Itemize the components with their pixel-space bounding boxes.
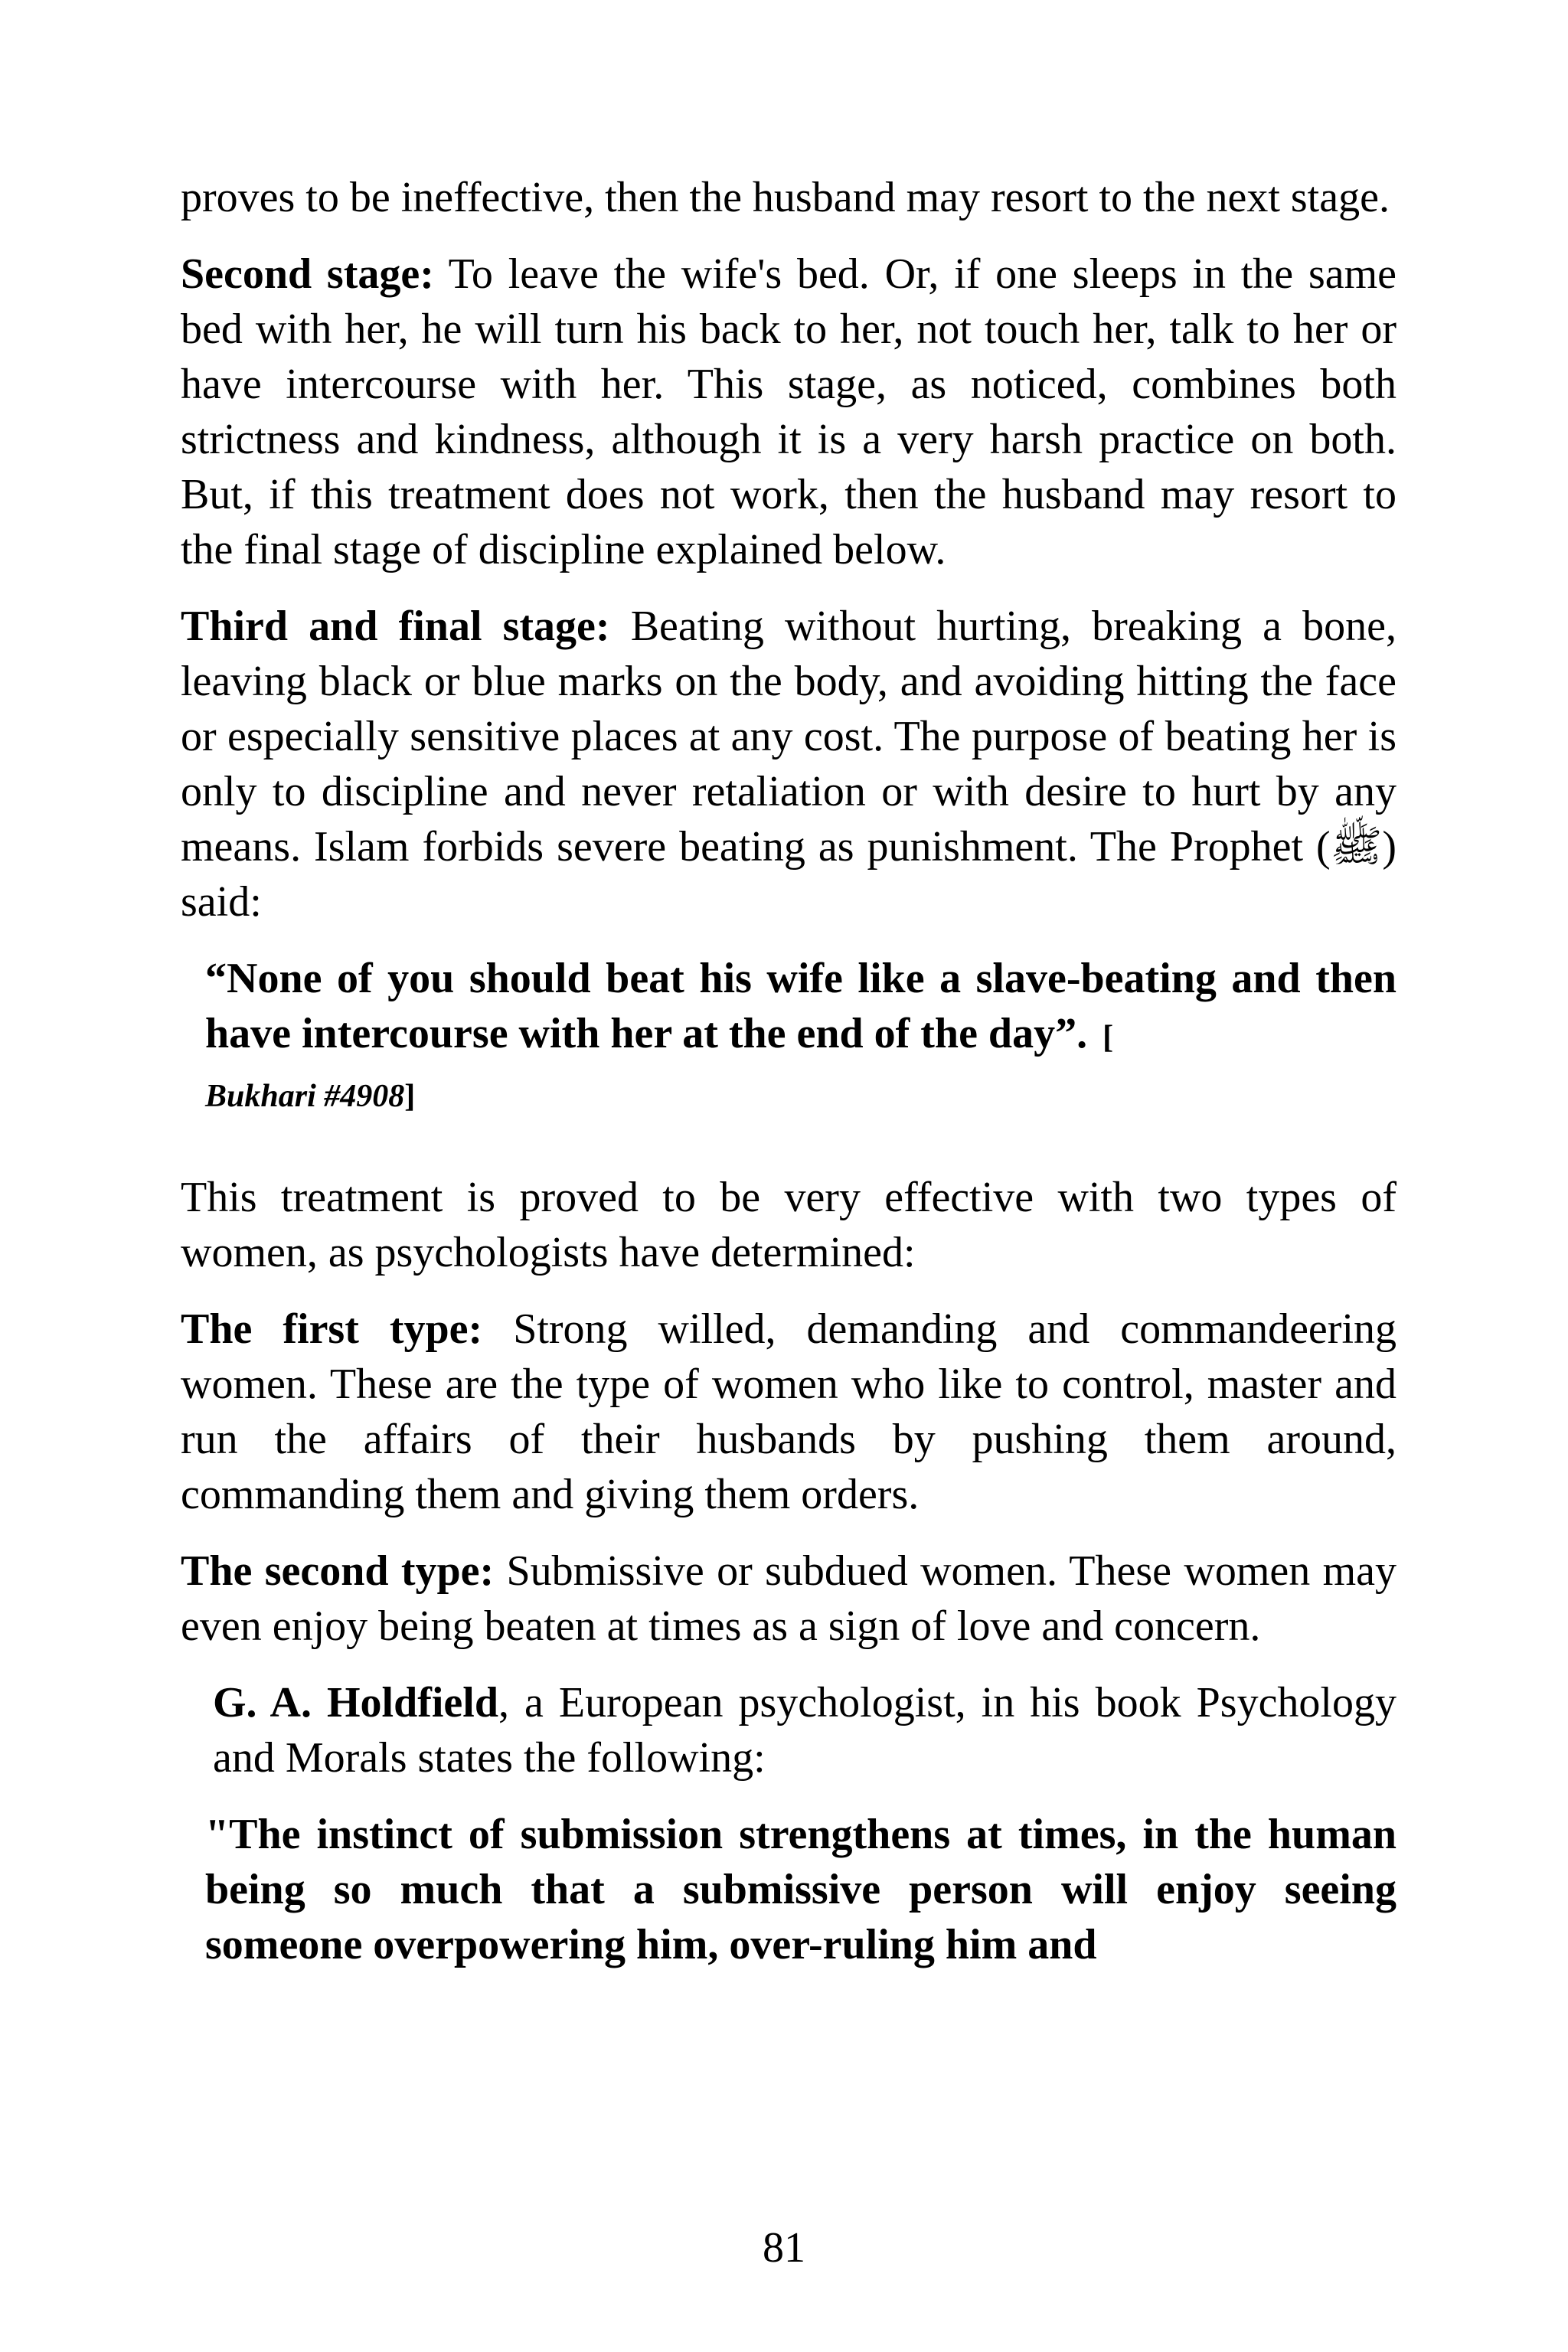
- second-stage-text: To leave the wife's bed. Or, if one sleeps in the same bed with her, he will turn his back to her, not touch her, talk to her or have intercourse with her. This stage, as noticed, combines both strictness and kindness, although it is a very harsh practice on both. But, if this treatment does not work, then the husband may resort to the final stage of discipline explained below.: [181, 250, 1397, 573]
- first-type-text: Strong willed, demanding and commandeering women. These are the type of women who like to control, master and run the affairs of their husbands by pushing them around, commanding them and giving them orders.: [181, 1305, 1396, 1518]
- hadith-quote-text: “None of you should beat his wife like a slave-beating and then have intercourse with her at the end of the day”.: [205, 955, 1396, 1057]
- paragraph-two-types: This treatment is proved to be very effective with two types of women, as psychologists have determined:: [181, 1174, 1396, 1276]
- paragraph-third-stage: [181, 599, 1396, 929]
- paragraph-first-type: [181, 1302, 1396, 1522]
- paragraph-continuation: proves to be ineffective, then the husband may resort to the next stage.: [181, 174, 1390, 221]
- page-number: 81: [763, 2224, 805, 2272]
- psychology-quote: "The instinct of submission strengthens at times, in the human being so much that a submissive person will enjoy seeing someone overpowering him, over-ruling him and: [205, 1811, 1396, 1968]
- page-body: [181, 170, 1396, 1972]
- citation-source: Bukhari #4908: [205, 1079, 405, 1114]
- first-type-heading: The first type:: [181, 1305, 483, 1353]
- paragraph-holdfield: [181, 1675, 1396, 1785]
- second-type-text: Submissive or subdued women. These women may even enjoy being beaten at times as a sign of love and concern.: [181, 1547, 1396, 1650]
- author-name: G. A. Holdfield: [213, 1679, 498, 1726]
- second-type-heading: The second type:: [181, 1547, 495, 1595]
- citation-bracket-close: ]: [404, 1079, 416, 1114]
- paragraph-second-stage: [181, 247, 1396, 577]
- holdfield-text: , a European psychologist, in his book Psychology and Morals states the following:: [213, 1679, 1396, 1782]
- third-stage-heading: Third and final stage:: [181, 603, 610, 650]
- second-stage-heading: Second stage:: [181, 250, 434, 298]
- third-stage-text: Beating without hurting, breaking a bone, leaving black or blue marks on the body, and avoiding hitting the face or especially sensitive places at any cost. The purpose of beating her is only to discipline and never retaliation or with desire to hurt by any means. Islam forbids severe beating as punishment. The Prophet (ﷺ) said:: [181, 603, 1396, 926]
- hadith-quote: [205, 951, 1396, 1124]
- paragraph-second-type: [181, 1544, 1396, 1654]
- citation-bracket-open: [: [1102, 1020, 1114, 1055]
